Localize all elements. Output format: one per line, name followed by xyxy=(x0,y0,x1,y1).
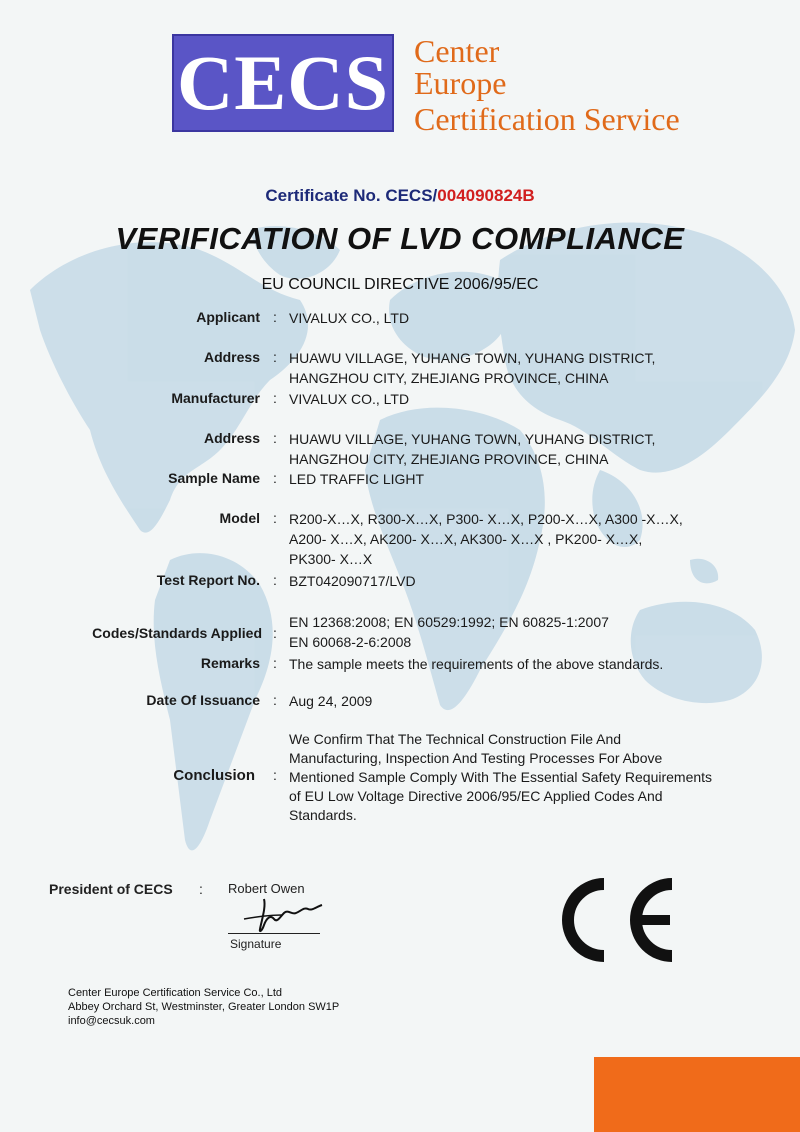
standards-label: Codes/Standards Applied xyxy=(92,625,262,641)
conclusion-label: Conclusion xyxy=(173,767,255,784)
brand-line-2: Europe xyxy=(414,65,507,101)
sample-name-label: Sample Name xyxy=(168,470,260,486)
president-colon: : xyxy=(199,881,203,897)
manufacturer-address-colon: : xyxy=(273,430,277,446)
conclusion-line-1: We Confirm That The Technical Construction File And xyxy=(289,731,622,747)
conclusion-line-3: Mentioned Sample Comply With The Essential Safety Requirements xyxy=(289,769,713,785)
conclusion-line-4: of EU Low Voltage Directive 2006/95/EC Applied Codes And xyxy=(289,788,663,804)
signature-label: Signature xyxy=(230,937,282,951)
logo-text: CECS xyxy=(176,39,390,126)
test-report-colon: : xyxy=(273,572,277,588)
date-value: Aug 24, 2009 xyxy=(289,693,373,709)
standards-line-1: EN 12368:2008; EN 60529:1992; EN 60825-1:2007 xyxy=(289,614,609,630)
standards-line-2: EN 60068-2-6:2008 xyxy=(289,634,412,650)
signature-line xyxy=(228,933,320,934)
signer-name: Robert Owen xyxy=(228,881,305,896)
applicant-address-line-2: HANGZHOU CITY, ZHEJIANG PROVINCE, CHINA xyxy=(289,370,609,386)
conclusion-line-2: Manufacturing, Inspection And Testing Processes For Above xyxy=(289,750,663,766)
test-report-value: BZT042090717/LVD xyxy=(289,573,416,589)
orange-corner-block xyxy=(594,1057,800,1132)
remarks-label: Remarks xyxy=(200,655,260,671)
president-label: President of CECS xyxy=(49,881,173,897)
standards-colon: : xyxy=(273,625,277,641)
manufacturer-address-label: Address xyxy=(203,430,260,446)
document-title: VERIFICATION OF LVD COMPLIANCE xyxy=(115,221,685,256)
sample-name-colon: : xyxy=(273,470,277,486)
applicant-address-line-1: HUAWU VILLAGE, YUHANG TOWN, YUHANG DISTRICT, xyxy=(289,350,656,366)
handwritten-signature xyxy=(238,893,328,937)
ce-mark-icon xyxy=(556,874,680,966)
certificate-prefix: Certificate No. CECS/ xyxy=(265,186,438,205)
model-colon: : xyxy=(273,510,277,526)
applicant-address-colon: : xyxy=(273,349,277,365)
remarks-colon: : xyxy=(273,655,277,671)
footer-street: Abbey Orchard St, Westminster, Greater London SW1P xyxy=(68,1001,340,1013)
footer-address xyxy=(68,986,339,1028)
brand-line-3: Certification Service xyxy=(414,101,680,137)
date-colon: : xyxy=(273,692,277,708)
sample-name-value: LED TRAFFIC LIGHT xyxy=(289,471,425,487)
manufacturer-address-line-1: HUAWU VILLAGE, YUHANG TOWN, YUHANG DISTRICT, xyxy=(289,431,656,447)
applicant-value: VIVALUX CO., LTD xyxy=(289,310,410,326)
test-report-label: Test Report No. xyxy=(156,572,260,588)
applicant-address-label: Address xyxy=(203,349,260,365)
model-label: Model xyxy=(219,510,260,526)
manufacturer-address-line-2: HANGZHOU CITY, ZHEJIANG PROVINCE, CHINA xyxy=(289,451,609,467)
document-subtitle: EU COUNCIL DIRECTIVE 2006/95/EC xyxy=(261,276,539,293)
conclusion-line-5: Standards. xyxy=(289,807,357,823)
certificate-number-value: 004090824B xyxy=(437,186,535,205)
brand-line-1: Center xyxy=(414,33,500,69)
model-line-3: PK300- X…X xyxy=(289,551,373,567)
remarks-value: The sample meets the requirements of the above standards. xyxy=(289,656,664,672)
manufacturer-value: VIVALUX CO., LTD xyxy=(289,391,410,407)
model-line-1: R200-X…X, R300-X…X, P300- X…X, P200-X…X, A300 -X…X, xyxy=(289,511,683,527)
model-line-2: A200- X…X, AK200- X…X, AK300- X…X , PK200- X…X, xyxy=(289,531,643,547)
conclusion-colon: : xyxy=(273,767,277,783)
cecs-logo xyxy=(172,34,394,132)
manufacturer-colon: : xyxy=(273,390,277,406)
date-label: Date Of Issuance xyxy=(146,692,260,708)
footer-email: info@cecsuk.com xyxy=(68,1015,155,1027)
manufacturer-label: Manufacturer xyxy=(171,390,260,406)
applicant-colon: : xyxy=(273,309,277,325)
applicant-label: Applicant xyxy=(196,309,260,325)
certificate-number xyxy=(0,186,800,206)
footer-company: Center Europe Certification Service Co., Ltd xyxy=(68,987,282,999)
